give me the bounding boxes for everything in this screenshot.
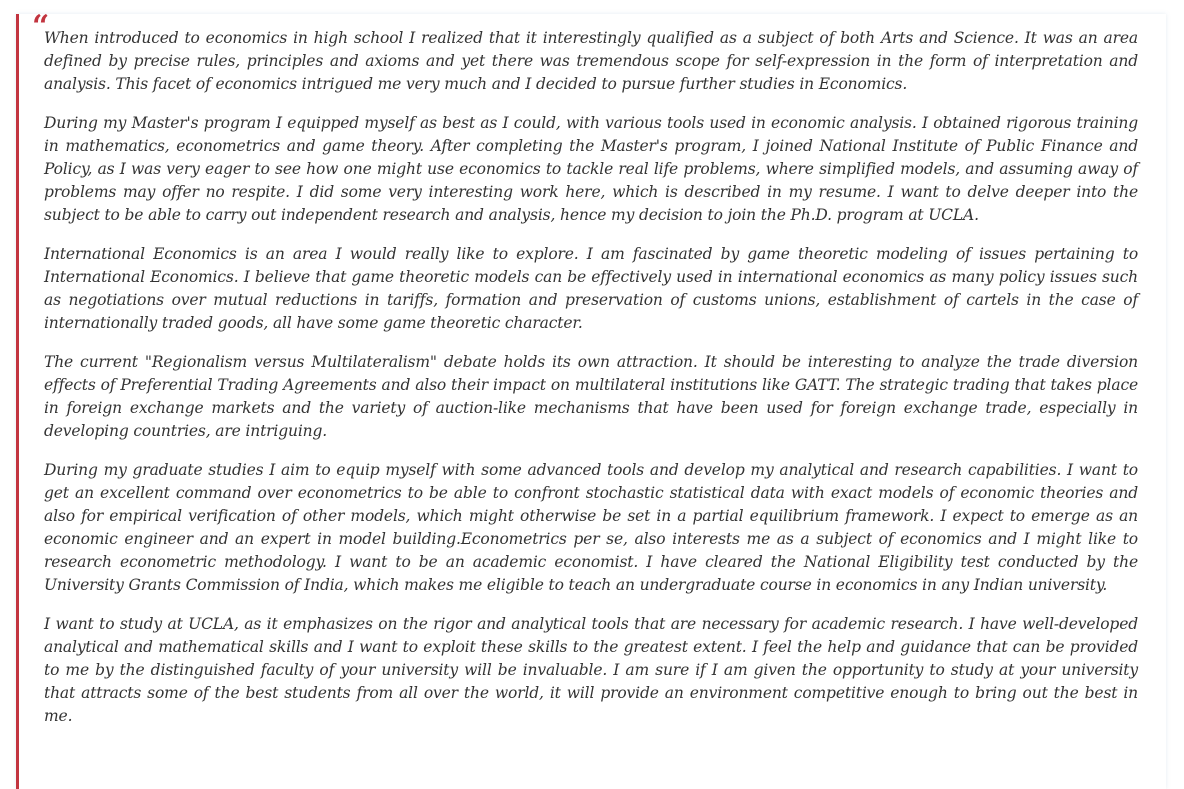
paragraph-ucla: I want to study at UCLA, as it emphasizes on the rigor and analytical tools that are necessary for academic research. I have well-developed analytical and mathematical skills and I want to exploit these skills to the greatest extent. I feel the help and guidance that can be provided to me by the distinguished faculty of your university will be invaluable. I am sure if I am given the opportunity to study at your university that attracts some of the best students from all over the world, it will provide an environment competitive enough to bring out the best in me.: [44, 615, 1138, 725]
quote-mark-icon: “: [32, 9, 50, 44]
blockquote: [16, 9, 1166, 789]
paragraph-graduate-studies: During my graduate studies I aim to equip myself with some advanced tools and develop my analytical and research capabilities. I want to get an excellent command over econometrics to be able to confront stochastic statistical data with exact models of economic theories and also for empirical verification of other models, which might otherwise be set in a partial equilibrium framework. I expect to emerge as an economic engineer and an expert in model building.Econometrics per se, also interests me as a subject of economics and I might like to research econometric methodology. I want to be an academic economist. I have cleared the National Eligibility test conducted by the University Grants Commission of India, which makes me eligible to teach an undergraduate course in economics in any Indian university.: [44, 461, 1138, 594]
paragraph-masters: During my Master's program I equipped myself as best as I could, with various tools used in economic analysis. I obtained rigorous training in mathematics, econometrics and game theory. After completing the Master's program, I joined National Institute of Public Finance and Policy, as I was very eager to see how one might use economics to tackle real life problems, where simplified models, and assuming away of problems may offer no respite. I did some very interesting work here, which is described in my resume. I want to delve deeper into the subject to be able to carry out independent research and analysis, hence my decision to join the Ph.D. program at UCLA.: [44, 114, 1138, 224]
paragraph-regionalism: The current "Regionalism versus Multilateralism" debate holds its own attraction. It should be interesting to analyze the trade diversion effects of Preferential Trading Agreements and also their impact on multilateral institutions like GATT. The strategic trading that takes place in foreign exchange markets and the variety of auction-like mechanisms that have been used for foreign exchange trade, especially in developing countries, are intriguing.: [44, 353, 1138, 440]
paragraph-international: International Economics is an area I would really like to explore. I am fascinated by game theoretic modeling of issues pertaining to International Economics. I believe that game theoretic models can be effectively used in international economics as many policy issues such as negotiations over mutual reductions in tariffs, formation and preservation of customs unions, establishment of cartels in the case of internationally traded goods, all have some game theoretic character.: [44, 245, 1138, 332]
paragraph-intro: When introduced to economics in high school I realized that it interestingly qualified as a subject of both Arts and Science. It was an area defined by precise rules, principles and axioms and yet there was tremendous scope for self-expression in the form of interpretation and analysis. This facet of economics intrigued me very much and I decided to pursue further studies in Economics.: [44, 29, 1138, 93]
quote-body: [44, 27, 1138, 744]
